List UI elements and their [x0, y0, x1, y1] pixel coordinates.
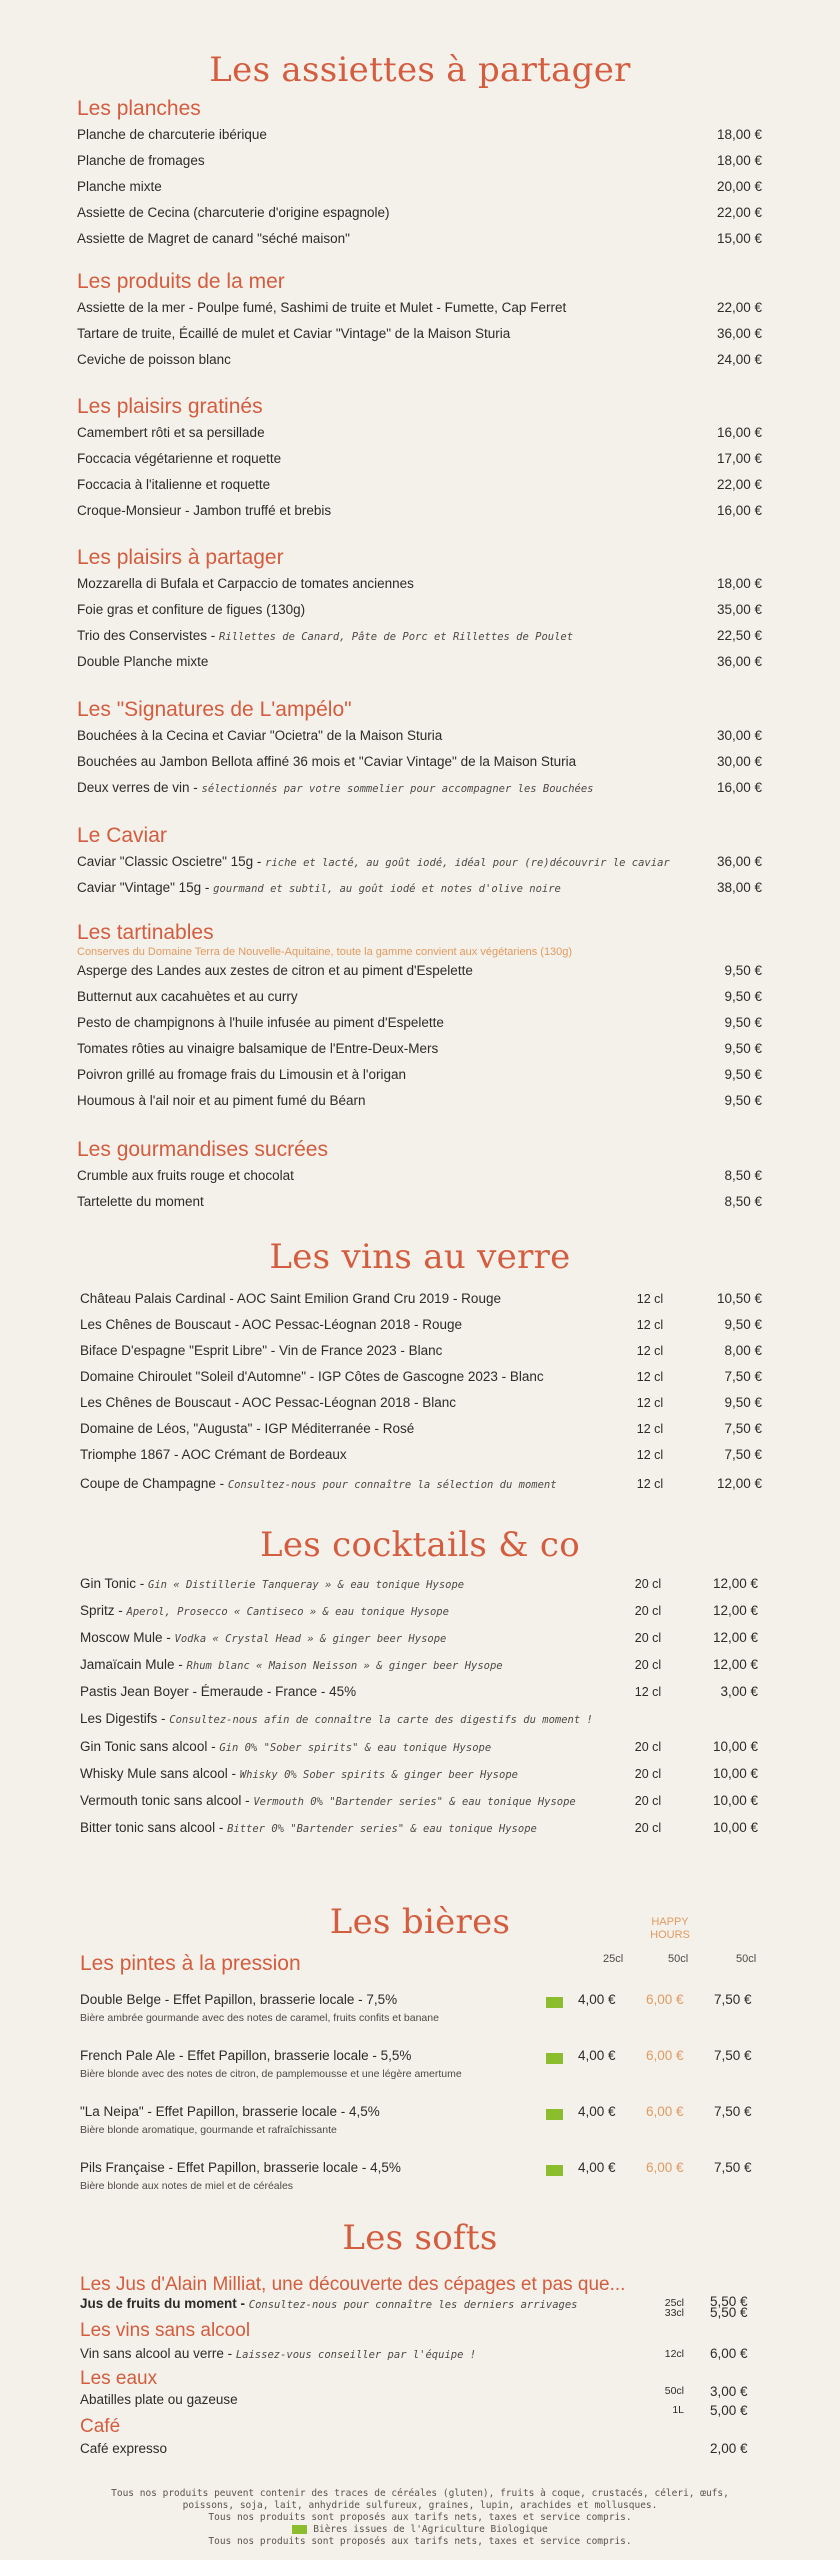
jus-row: Jus de fruits du moment - Consultez-nous pour connaître les derniers arrivages	[80, 2296, 578, 2311]
menu-item: Assiette de Cecina (charcuterie d'origine espagnole) 22,00 €	[77, 205, 762, 220]
vsa-row: Vin sans alcool au verre - Laissez-vous conseiller par l'équipe !	[80, 2346, 477, 2361]
jus-volumes: 25cl 33cl	[664, 2297, 684, 2319]
eaux-row: Abatilles plate ou gazeuse	[80, 2392, 238, 2407]
menu-item: Planche de fromages 18,00 €	[77, 153, 762, 168]
footer-tarifs-1: Tous nos produits sont proposés aux tarifs nets, taxes et service compris.	[208, 2512, 632, 2523]
happy-hours-label: HAPPY HOURS	[650, 1916, 690, 1941]
tartinables-note: Conserves du Domaine Terra de Nouvelle-Aquitaine, toute la gamme convient aux végétariens (130g)	[77, 946, 573, 958]
heading-gratines: Les plaisirs gratinés	[77, 395, 263, 418]
heading-eaux: Les eaux	[80, 2368, 158, 2389]
wine-row: Domaine Chiroulet "Soleil d'Automne" - IGP Côtes de Gascogne 2023 - Blanc 12 cl 7,50 €	[80, 1369, 762, 1384]
wine-row: Biface D'espagne "Esprit Libre" - Vin de France 2023 - Blanc 12 cl 8,00 €	[80, 1343, 762, 1358]
beer-row: "La Neipa" - Effet Papillon, brasserie locale - 4,5% Bière blonde aromatique, gourmande et rafraîchissante 4,00 € 6,00 € 7,50 €	[80, 2104, 752, 2136]
heading-pintes: Les pintes à la pression	[80, 1952, 301, 1975]
wine-row: Triomphe 1867 - AOC Crémant de Bordeaux 12 cl 7,50 €	[80, 1447, 762, 1462]
bio-legend-badge	[292, 2525, 307, 2534]
wine-row: Coupe de Champagne - Consultez-nous pour connaître la sélection du moment 12 cl 12,00 €	[80, 1476, 762, 1491]
menu-item: Tartare de truite, Écaillé de mulet et Caviar "Vintage" de la Maison Sturia 36,00 €	[77, 326, 762, 341]
section-cocktails	[0, 1571, 840, 1842]
title-vins: Les vins au verre	[269, 1237, 571, 1277]
heading-jus: Les Jus d'Alain Milliat, une découverte des cépages et pas que...	[80, 2274, 626, 2295]
cafe-row: Café expresso	[80, 2441, 168, 2456]
menu-item: Bouchées à la Cecina et Caviar "Ocietra" de la Maison Sturia 30,00 €	[77, 728, 762, 743]
bio-badge	[546, 2053, 563, 2064]
section-bieres	[0, 1992, 840, 2216]
section-signatures	[0, 697, 840, 801]
vsa-volume: 12cl	[664, 2348, 684, 2360]
menu-item: Bouchées au Jambon Bellota affiné 36 mois et "Caviar Vintage" de la Maison Sturia 30,00 €	[77, 754, 762, 769]
title-cocktails: Les cocktails & co	[259, 1525, 581, 1565]
section-tartinables	[0, 920, 840, 1114]
menu-item: Poivron grillé au fromage frais du Limousin et à l'origan 9,50 €	[77, 1067, 762, 1082]
cocktail-row: Vermouth tonic sans alcool - Vermouth 0% "Bartender series" & eau tonique Hysope 20 cl 10,00 €	[80, 1793, 758, 1808]
menu-item: Camembert rôti et sa persillade 16,00 €	[77, 425, 762, 440]
menu-item: Caviar "Vintage" 15g - gourmand et subtil, au goût iodé et notes d'olive noire 38,00 €	[77, 880, 762, 895]
bio-badge	[546, 2165, 563, 2176]
heading-mer: Les produits de la mer	[77, 270, 285, 293]
cocktail-row: Gin Tonic - Gin « Distillerie Tanqueray » & eau tonique Hysope 20 cl 12,00 €	[80, 1576, 758, 1591]
wine-row: Les Chênes de Bouscaut - AOC Pessac-Léognan 2018 - Blanc 12 cl 9,50 €	[80, 1395, 762, 1410]
menu-item: Trio des Conservistes - Rillettes de Canard, Pâte de Porc et Rillettes de Poulet 22,50 €	[77, 628, 762, 643]
menu-item: Mozzarella di Bufala et Carpaccio de tomates anciennes 18,00 €	[77, 576, 762, 591]
menu-item: Tomates rôties au vinaigre balsamique de l'Entre-Deux-Mers 9,50 €	[77, 1041, 762, 1056]
menu-item: Crumble aux fruits rouge et chocolat 8,50 €	[77, 1168, 762, 1183]
cocktail-row: Les Digestifs - Consultez-nous afin de connaître la carte des digestifs du moment !	[80, 1711, 593, 1726]
menu-item: Foccacia à l'italienne et roquette 22,00 €	[77, 477, 762, 492]
cocktail-row: Gin Tonic sans alcool - Gin 0% "Sober spirits" & eau tonique Hysope 20 cl 10,00 €	[80, 1739, 758, 1754]
bio-badge	[546, 2109, 563, 2120]
eaux-volumes: 50cl 1L	[664, 2385, 684, 2416]
wine-row: Domaine de Léos, "Augusta" - IGP Méditerranée - Rosé 12 cl 7,50 €	[80, 1421, 762, 1436]
cocktail-row: Spritz - Aperol, Prosecco « Cantiseco » & eau tonique Hysope 20 cl 12,00 €	[80, 1603, 758, 1618]
cocktail-row: Moscow Mule - Vodka « Crystal Head » & ginger beer Hysope 20 cl 12,00 €	[80, 1630, 758, 1645]
heading-vins-sans-alcool: Les vins sans alcool	[80, 2320, 251, 2341]
menu-item: Tartelette du moment 8,50 €	[77, 1194, 762, 1209]
beer-row: French Pale Ale - Effet Papillon, brasserie locale - 5,5% Bière blonde avec des notes de citron, de pamplemousse et une légère amertume 4,00 € 6,00 € 7,50 €	[80, 2048, 752, 2080]
bio-badge	[546, 1997, 563, 2008]
cocktail-row: Jamaïcain Mule - Rhum blanc « Maison Neisson » & ginger beer Hysope 20 cl 12,00 €	[80, 1657, 758, 1672]
beer-row: Double Belge - Effet Papillon, brasserie locale - 7,5% Bière ambrée gourmande avec des notes de caramel, fruits confits et banane 4,00 € 6,00 € 7,50 €	[80, 1992, 752, 2024]
col-25cl: 25cl	[603, 1953, 624, 1965]
heading-tartinables: Les tartinables	[77, 921, 214, 944]
heading-partager: Les plaisirs à partager	[77, 546, 284, 569]
title-bieres: Les bières	[329, 1902, 511, 1942]
heading-caviar: Le Caviar	[77, 824, 167, 847]
beer-row: Pils Française - Effet Papillon, brasserie locale - 4,5% Bière blonde aux notes de miel et de céréales 4,00 € 6,00 € 7,50 €	[80, 2160, 752, 2192]
section-planches	[0, 96, 840, 252]
cocktail-row: Pastis Jean Boyer - Émeraude - France - 45% 12 cl 3,00 €	[80, 1684, 758, 1699]
menu-item: Planche de charcuterie ibérique 18,00 €	[77, 127, 762, 142]
menu-item: Croque-Monsieur - Jambon truffé et brebis 16,00 €	[77, 503, 762, 518]
wine-row: Les Chênes de Bouscaut - AOC Pessac-Léognan 2018 - Rouge 12 cl 9,50 €	[80, 1317, 762, 1332]
menu-item: Houmous à l'ail noir et au piment fumé du Béarn 9,50 €	[77, 1093, 762, 1108]
menu-item: Ceviche de poisson blanc 24,00 €	[77, 352, 762, 367]
cocktail-row: Bitter tonic sans alcool - Bitter 0% "Bartender series" & eau tonique Hysope 20 cl 10,00 €	[80, 1820, 758, 1835]
menu-item: Butternut aux cacahuètes et au curry 9,50 €	[77, 989, 762, 1004]
footer-tarifs-2: Tous nos produits sont proposés aux tarifs nets, taxes et service compris.	[208, 2536, 632, 2547]
heading-cafe: Café	[80, 2416, 121, 2437]
title-softs: Les softs	[342, 2218, 498, 2258]
col-50cl: 50cl	[736, 1953, 757, 1965]
heading-gourmandises: Les gourmandises sucrées	[77, 1138, 328, 1161]
footer-legend: Bières issues de l'Agriculture Biologique	[0, 2524, 840, 2536]
wine-row: Château Palais Cardinal - AOC Saint Emilion Grand Cru 2019 - Rouge 12 cl 10,50 €	[80, 1291, 762, 1306]
section-partager	[0, 545, 840, 675]
menu-item: Double Planche mixte 36,00 €	[77, 654, 762, 669]
section-mer	[0, 269, 840, 373]
eaux-prices: 3,00 € 5,00 €	[710, 2384, 748, 2418]
cocktail-row: Whisky Mule sans alcool - Whisky 0% Sober spirits & ginger beer Hysope 20 cl 10,00 €	[80, 1766, 758, 1781]
footer-allergens-2: poissons, soja, lait, anhydride sulfureux, graines, lupin, arachides et mollusques.	[182, 2500, 658, 2511]
menu-item: Assiette de la mer - Poulpe fumé, Sashimi de truite et Mulet - Fumette, Cap Ferret 22,00 €	[77, 300, 762, 315]
footer-allergens-1: Tous nos produits peuvent contenir des traces de céréales (gluten), fruits à coque, crustacés, céleri, œufs,	[111, 2488, 729, 2499]
title-assiettes: Les assiettes à partager	[209, 50, 631, 90]
menu-item: Foccacia végétarienne et roquette 17,00 €	[77, 451, 762, 466]
menu-item: Caviar "Classic Oscietre" 15g - riche et lacté, au goût iodé, idéal pour (re)découvrir le caviar 36,00 €	[77, 854, 762, 869]
menu-item: Assiette de Magret de canard "séché maison" 15,00 €	[77, 231, 762, 246]
footer	[0, 2488, 840, 2548]
heading-signatures: Les "Signatures de L'ampélo"	[77, 698, 352, 721]
menu-item: Planche mixte 20,00 €	[77, 179, 762, 194]
section-gourmandises	[0, 1137, 840, 1215]
col-50cl-happy: 50cl	[668, 1953, 689, 1965]
jus-prices: 5,50 € 5,50 €	[710, 2294, 748, 2320]
heading-planches: Les planches	[77, 97, 201, 120]
menu-item: Deux verres de vin - sélectionnés par votre sommelier pour accompagner les Bouchées 16,00 €	[77, 780, 762, 795]
menu-item: Pesto de champignons à l'huile infusée au piment d'Espelette 9,50 €	[77, 1015, 762, 1030]
menu-item: Foie gras et confiture de figues (130g) 35,00 €	[77, 602, 762, 617]
section-vins	[0, 1286, 840, 1497]
menu-item: Asperge des Landes aux zestes de citron et au piment d'Espelette 9,50 €	[77, 963, 762, 978]
vsa-price: 6,00 €	[710, 2346, 748, 2361]
cafe-price: 2,00 €	[710, 2441, 748, 2456]
section-gratines	[0, 394, 840, 524]
section-caviar	[0, 823, 840, 901]
